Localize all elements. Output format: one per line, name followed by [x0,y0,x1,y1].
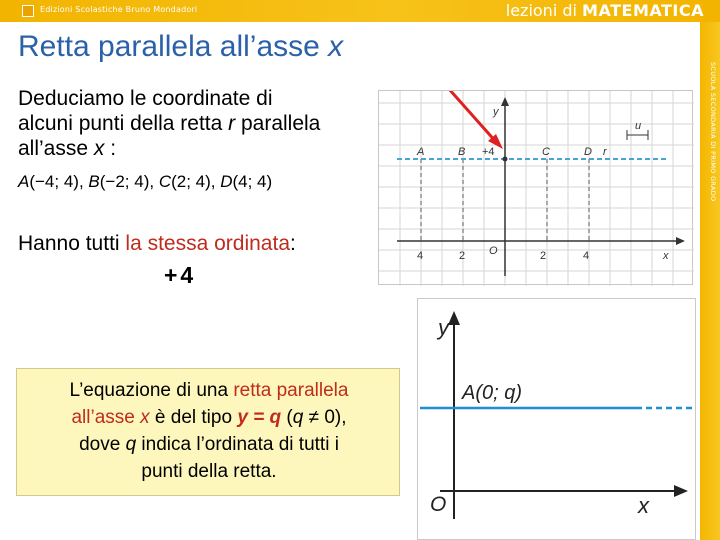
publisher-name: Edizioni Scolastiche Bruno Mondadori [40,5,198,14]
series-title [506,1,704,20]
grid-lines [379,91,694,286]
rule-line-3 [23,431,395,458]
intro-line-3-var: x [93,137,105,160]
point-d-label: D [220,172,233,191]
title-text: Retta parallela all’asse [18,30,329,63]
rule-text [23,377,395,485]
x-tick-2: 2 [540,250,547,262]
x-tick-4: 4 [583,250,590,262]
title-variable: x [328,30,344,63]
rule-line-1-a: L’equazione di una [69,380,234,401]
intro-paragraph [18,86,358,161]
line-r-label: r [603,146,607,158]
rule-line-3-q: q [125,434,137,455]
rule-line-2-neq: ≠ 0), [303,407,347,428]
point-a-q-label: A(0; q) [462,382,523,404]
publisher-logo-icon [22,5,34,17]
ordinate-after: : [290,232,296,255]
series-name: MATEMATICA [582,1,704,20]
point-c-graph-label: C [542,146,550,158]
rule-line-2-a: all’asse [71,407,141,428]
parallel-line-graph-svg [379,91,694,286]
rule-line-4: punti della retta. [141,461,277,482]
same-ordinate-sentence [18,232,296,256]
intro-line-1: Deduciamo le coordinate di [18,87,273,110]
general-case-graph-svg [418,299,697,540]
parallel-line-graph [378,90,693,285]
points-coordinates [18,172,272,192]
rule-line-3-a: dove [79,434,126,455]
point-a-graph-label: A [417,146,425,158]
point-d-coords: (4; 4) [232,172,273,191]
point-d-graph-label: D [584,146,592,158]
rule-line-2 [23,404,395,431]
rule-line-2-c: ( [281,407,293,428]
rule-line-2-b: è del tipo [149,407,238,428]
ordinate-before: Hanno tutti [18,232,126,255]
origin-label: O [489,245,498,257]
plus-four-label: +4 [482,146,495,158]
school-level-label: SCUOLA SECONDARIA DI PRIMO GRADO [709,62,717,202]
point-b-graph-label: B [458,146,466,158]
intro-line-2-end: parallela [235,112,321,135]
rule-box [16,368,400,496]
intro-line-3 [18,136,358,161]
rule-line-2-eq: y = q [237,407,282,428]
intro-line-2-var: r [228,112,236,135]
intro-line-3-text: all’asse [18,137,94,160]
top-banner [0,0,720,22]
y-axis-arrow-icon [448,311,460,325]
rule-line-2-var: x [140,407,150,428]
pointer-arrow [449,91,497,143]
intro-line-2-text: alcuni punti della retta [18,112,229,135]
intro-line-3-end: : [104,137,117,160]
x-tick-minus-4: 4 [417,250,424,262]
x-axis-arrow-icon [676,237,685,245]
point-a-label: A [18,172,30,191]
page-title [18,30,343,64]
point-c-label: C [158,172,172,191]
point-a-coords: (−4; 4), [29,172,89,191]
ordinate-value: +4 [164,262,197,288]
x-axis-arrow-icon [674,485,688,497]
x-tick-minus-2: 2 [459,250,466,262]
unit-label: u [635,120,642,132]
origin-label: O [430,493,447,516]
general-case-graph [417,298,696,540]
rule-line-3-b: indica l’ordinata di tutti i [136,434,339,455]
series-prefix: lezioni di [505,1,583,20]
y-axis-arrow-icon [501,97,509,106]
point-b-label: B [88,172,100,191]
x-axis-label: x [663,250,669,262]
point-b-coords: (−2; 4), [99,172,159,191]
point-on-y-axis [503,157,508,162]
rule-line-1-b: retta parallela [233,380,349,401]
point-c-coords: (2; 4), [171,172,221,191]
side-strip [700,22,720,540]
y-axis-label: y [438,315,449,340]
y-axis-label: y [493,106,499,118]
x-axis-label: x [638,493,649,518]
intro-line-2 [18,111,358,136]
ordinate-highlight: la stessa ordinata [125,232,291,255]
rule-line-1 [23,377,395,404]
rule-line-2-q: q [292,407,304,428]
